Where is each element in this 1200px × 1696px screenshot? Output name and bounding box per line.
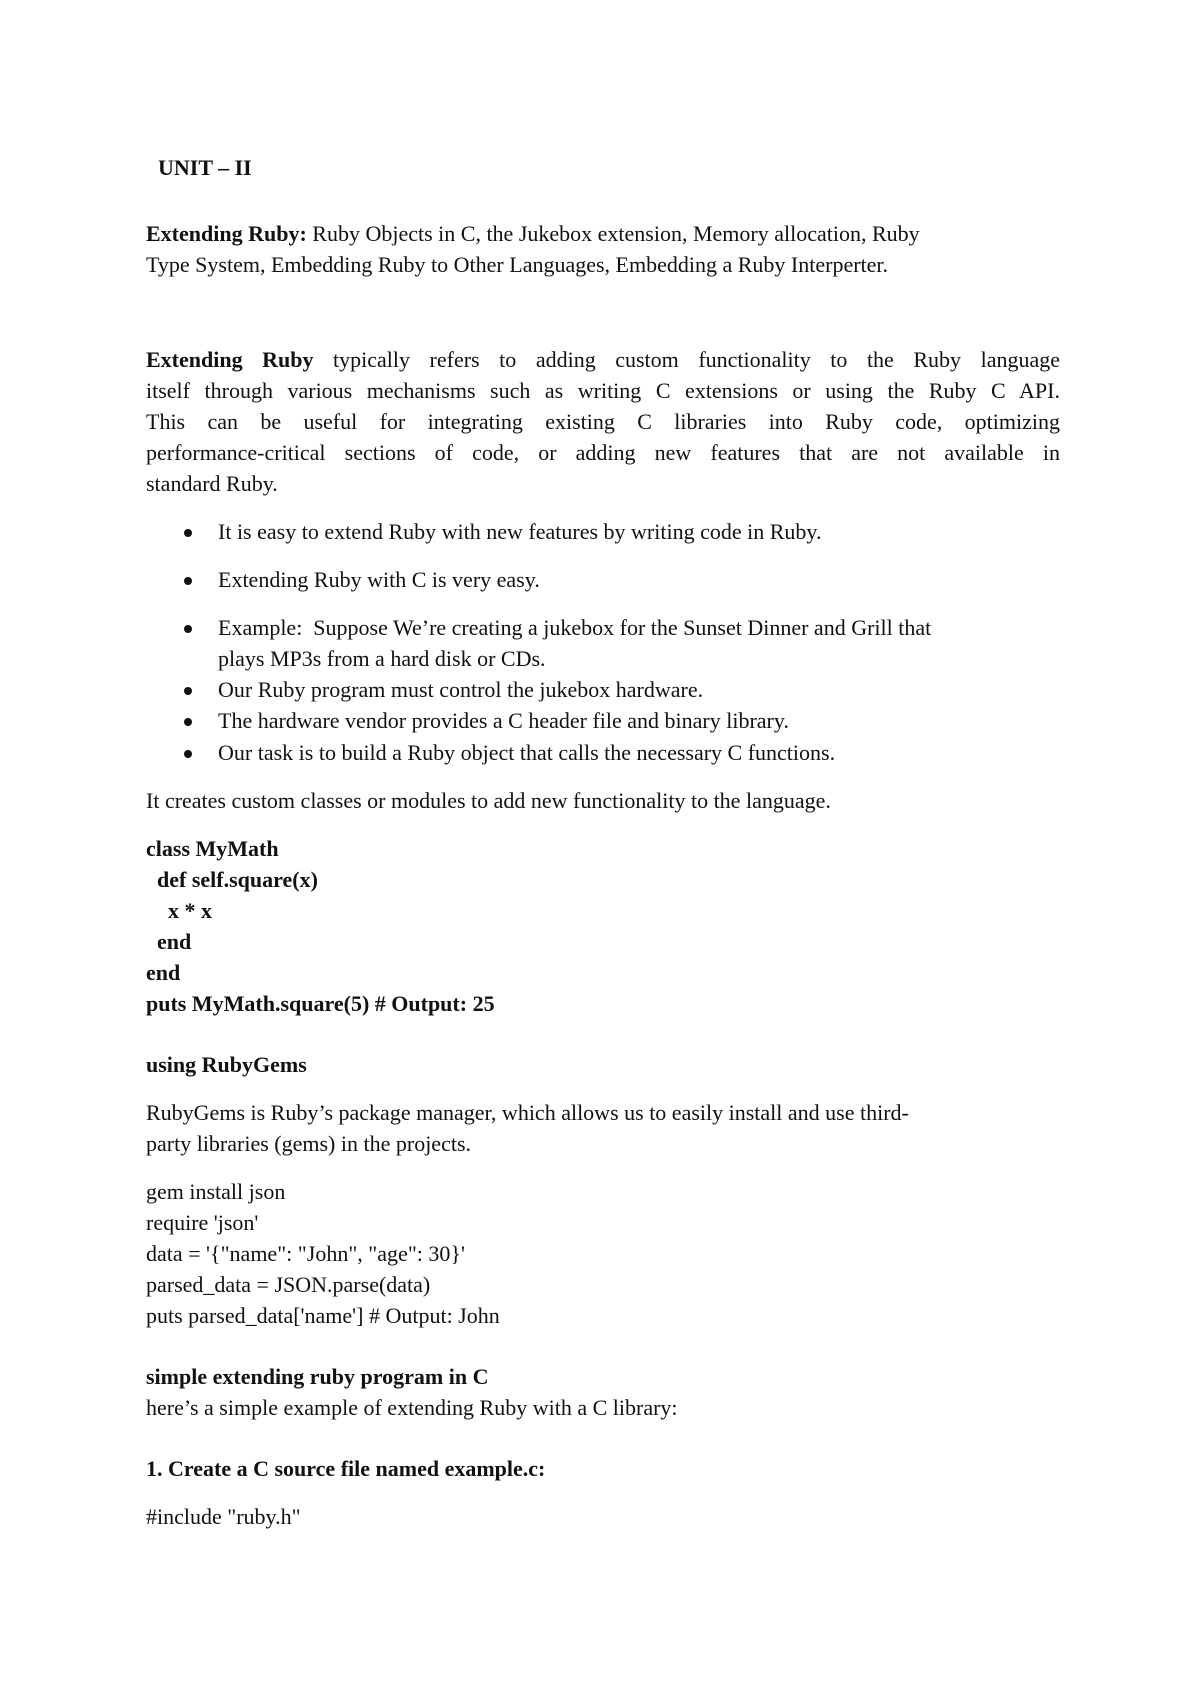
unit-title: UNIT – II xyxy=(158,155,252,180)
bullet-item-continuation: plays MP3s from a hard disk or CDs. xyxy=(218,646,546,671)
code-mymath-line: class MyMath xyxy=(146,836,279,861)
syllabus-line-1 xyxy=(146,219,920,249)
bullet-item: Example: Suppose We’re creating a jukebox for the Sunset Dinner and Grill that xyxy=(218,615,932,640)
code-mymath-line: x * x xyxy=(146,898,212,923)
bullet-dot xyxy=(184,625,192,633)
bullet-dot xyxy=(184,577,192,585)
intro-bold-term: Extending Ruby xyxy=(146,347,314,372)
include-line: #include "ruby.h" xyxy=(146,1504,301,1529)
intro-line-3: This can be useful for integrating existing C libraries into Ruby code, optimizing xyxy=(146,409,1060,434)
bullet-dot xyxy=(184,718,192,726)
code-mymath-line: def self.square(x) xyxy=(146,867,318,892)
code-json-line: data = '{"name": "John", "age": 30}' xyxy=(146,1241,465,1266)
code-mymath-line: puts MyMath.square(5) # Output: 25 xyxy=(146,991,495,1016)
c-section-intro: here’s a simple example of extending Ruby with a C library: xyxy=(146,1395,678,1420)
bullet-item: Extending Ruby with C is very easy. xyxy=(218,567,540,592)
syllabus-line-2: Type System, Embedding Ruby to Other Languages, Embedding a Ruby Interperter. xyxy=(146,252,889,277)
bullet-dot xyxy=(184,750,192,758)
c-section-heading: simple extending ruby program in C xyxy=(146,1364,489,1389)
rubygems-desc-line: party libraries (gems) in the projects. xyxy=(146,1131,472,1156)
intro-line-5: standard Ruby. xyxy=(146,471,278,496)
code-json-line: gem install json xyxy=(146,1179,286,1204)
intro-line-2: itself through various mechanisms such as writing C extensions or using the Ruby C API. xyxy=(146,378,1060,403)
bullet-dot xyxy=(184,687,192,695)
code-mymath-line: end xyxy=(146,960,181,985)
intro-line-4: performance-critical sections of code, or adding new features that are not available in xyxy=(146,440,1060,465)
syllabus-line-1-rest: Ruby Objects in C, the Jukebox extension, Memory allocation, Ruby xyxy=(306,221,920,246)
syllabus-label: Extending Ruby: xyxy=(146,221,307,246)
code-json-line: parsed_data = JSON.parse(data) xyxy=(146,1272,431,1297)
bullet-item: The hardware vendor provides a C header file and binary library. xyxy=(218,708,789,733)
rubygems-desc-line: RubyGems is Ruby’s package manager, which allows us to easily install and use third- xyxy=(146,1100,909,1125)
bullet-item: Our task is to build a Ruby object that calls the necessary C functions. xyxy=(218,740,836,765)
step-1-heading: 1. Create a C source file named example.c: xyxy=(146,1456,546,1481)
custom-classes-text: It creates custom classes or modules to add new functionality to the language. xyxy=(146,788,831,813)
code-json-line: puts parsed_data['name'] # Output: John xyxy=(146,1303,500,1328)
intro-line-1-rest: typically refers to adding custom functionality to the Ruby language xyxy=(313,347,1060,372)
bullet-dot xyxy=(184,529,192,537)
code-mymath-line: end xyxy=(146,929,192,954)
code-json-line: require 'json' xyxy=(146,1210,259,1235)
intro-line-1 xyxy=(146,345,1060,375)
rubygems-heading: using RubyGems xyxy=(146,1052,307,1077)
bullet-item: It is easy to extend Ruby with new features by writing code in Ruby. xyxy=(218,519,822,544)
bullet-item: Our Ruby program must control the jukebox hardware. xyxy=(218,677,704,702)
